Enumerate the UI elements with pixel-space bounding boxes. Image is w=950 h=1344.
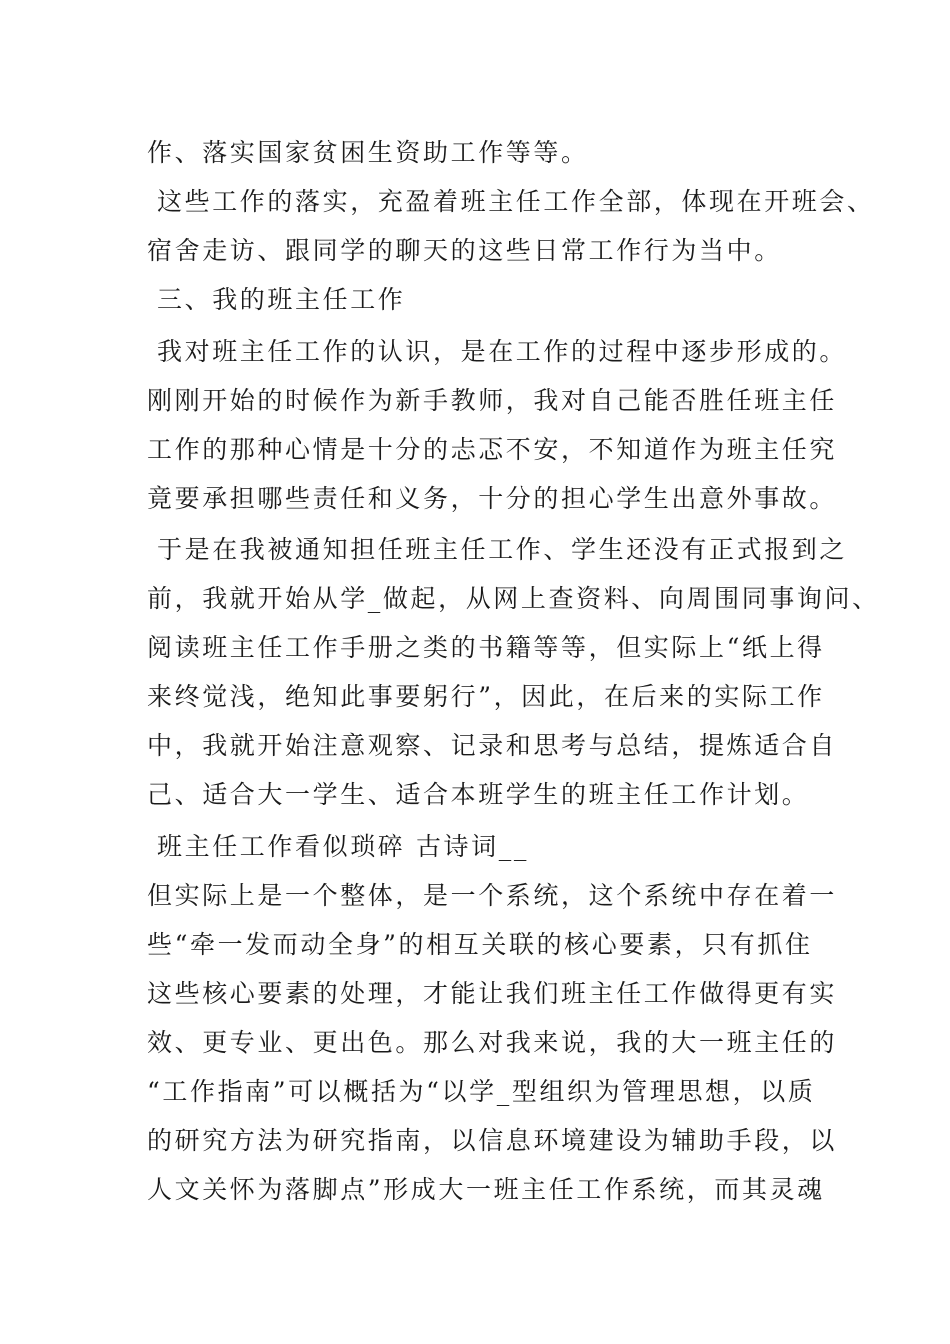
text-line-13: 中，我就开始注意观察、记录和思考与总结，提炼适合自 — [147, 731, 838, 760]
text-line-8: 竟要承担哪些责任和义务，十分的担心学生出意外事故。 — [147, 484, 838, 513]
text-line-20: “工作指南”可以概括为“以学_型组织为管理思想，以质 — [147, 1077, 816, 1106]
text-line-3: 宿舍走访、跟同学的聊天的这些日常工作行为当中。 — [147, 236, 782, 265]
text-line-21: 的研究方法为研究指南，以信息环境建设为辅助手段，以 — [147, 1126, 838, 1155]
text-line-2: 这些工作的落实，充盈着班主任工作全部，体现在开班会、 — [157, 187, 875, 216]
text-line-19: 效、更专业、更出色。那么对我来说，我的大一班主任的 — [147, 1028, 838, 1057]
section-heading: 三、我的班主任工作 — [157, 285, 406, 314]
text-line-6: 刚刚开始的时候作为新手教师，我对自己能否胜任班主任 — [147, 386, 838, 415]
text-line-22: 人文关怀为落脚点”形成大一班主任工作系统，而其灵魂 — [147, 1175, 825, 1204]
text-line-15: 班主任工作看似琐碎 古诗词__ — [157, 832, 529, 861]
text-line-12: 来终觉浅，绝知此事要躬行”，因此，在后来的实际工作 — [147, 682, 825, 711]
text-line-5: 我对班主任工作的认识，是在工作的过程中逐步形成的。 — [157, 337, 848, 366]
text-line-10: 前，我就开始从学_做起，从网上查资料、向周围同事询问、 — [147, 584, 880, 613]
text-line-7: 工作的那种心情是十分的忐忑不安，不知道作为班主任究 — [147, 435, 838, 464]
text-line-17: 些“牵一发而动全身”的相互关联的核心要素，只有抓住 — [147, 930, 813, 959]
text-line-9: 于是在我被通知担任班主任工作、学生还没有正式报到之 — [157, 535, 848, 564]
text-line-1: 作、落实国家贫困生资助工作等等。 — [147, 138, 589, 167]
text-line-16: 但实际上是一个整体，是一个系统，这个系统中存在着一 — [147, 881, 838, 910]
text-line-14: 己、适合大一学生、适合本班学生的班主任工作计划。 — [147, 780, 810, 809]
text-line-11: 阅读班主任工作手册之类的书籍等等，但实际上“纸上得 — [147, 633, 825, 662]
text-line-18: 这些核心要素的处理，才能让我们班主任工作做得更有实 — [147, 979, 838, 1008]
